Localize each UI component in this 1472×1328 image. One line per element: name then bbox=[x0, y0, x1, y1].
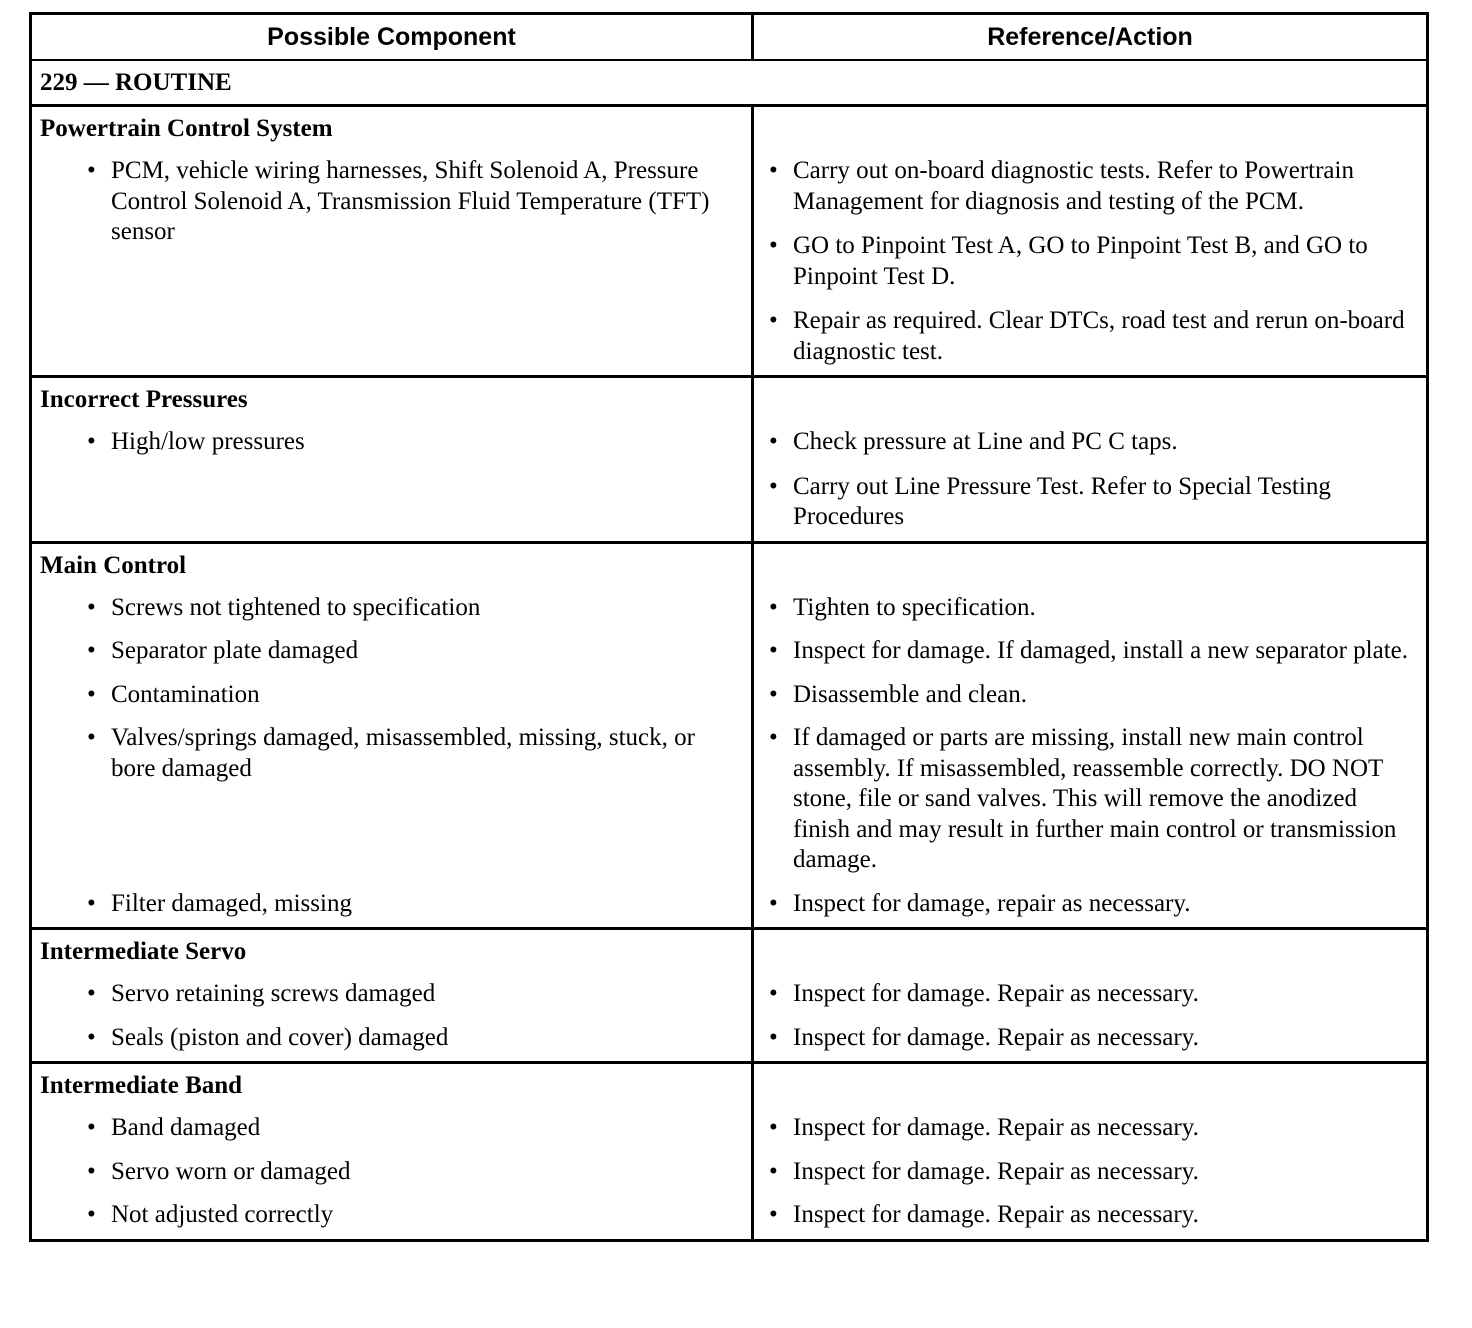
bullet-text: Screws not tightened to specification bbox=[111, 593, 481, 621]
component-item bbox=[32, 680, 751, 711]
bullet-text: Check pressure at Line and PC C taps. bbox=[793, 428, 1178, 455]
bullet-text: If damaged or parts are missing, install new main control assembly. If misassembled, reassemble correctly. DO NOT stone, file or sand valves. This will remove the anodized finish and may result in further main control or transmission damage. bbox=[793, 724, 1397, 873]
component-item bbox=[32, 156, 751, 248]
bullet-text: Disassemble and clean. bbox=[793, 680, 1027, 708]
table-row bbox=[32, 884, 1426, 928]
bullet-text: Repair as required. Clear DTCs, road test and rerun on-board diagnostic test. bbox=[793, 307, 1405, 365]
component-item bbox=[32, 1113, 751, 1144]
bullet-dot: • bbox=[769, 1201, 778, 1228]
table-row bbox=[32, 151, 1426, 375]
row-action bbox=[754, 974, 1426, 1018]
bullet-dot: • bbox=[769, 1157, 778, 1185]
component-item bbox=[32, 1023, 751, 1054]
bullet-text: GO to Pinpoint Test A, GO to Pinpoint Test B, and GO to Pinpoint Test D. bbox=[793, 232, 1368, 290]
bullet-dot: • bbox=[769, 889, 778, 917]
action-item bbox=[754, 306, 1426, 367]
bullet-dot: • bbox=[87, 1157, 96, 1185]
section-content bbox=[32, 930, 1426, 1061]
bullet-dot: • bbox=[87, 637, 96, 664]
section-title: Incorrect Pressures bbox=[32, 378, 754, 422]
section-title-row bbox=[32, 1064, 1426, 1108]
bullet-dot: • bbox=[769, 232, 778, 259]
bullet-text: Carry out on-board diagnostic tests. Refer to Powertrain Management for diagnosis and testing of the PCM. bbox=[793, 157, 1354, 215]
section-title: Main Control bbox=[32, 544, 754, 588]
action-item bbox=[754, 1157, 1426, 1188]
bullet-dot: • bbox=[769, 980, 778, 1007]
component-item bbox=[32, 593, 751, 624]
routine-label: 229 — ROUTINE bbox=[32, 61, 1426, 107]
action-item bbox=[754, 680, 1426, 711]
action-item bbox=[754, 636, 1426, 667]
table-row bbox=[32, 588, 1426, 632]
bullet-dot: • bbox=[769, 637, 778, 664]
bullet-dot: • bbox=[87, 1201, 96, 1228]
component-item bbox=[32, 427, 751, 458]
bullet-text: PCM, vehicle wiring harnesses, Shift Solenoid A, Pressure Control Solenoid A, Transmission Fluid Temperature (TFT) sensor bbox=[111, 157, 710, 245]
section-title: Intermediate Servo bbox=[32, 930, 754, 974]
component-item bbox=[32, 636, 751, 667]
action-item bbox=[754, 723, 1426, 876]
section bbox=[32, 544, 1426, 931]
action-item bbox=[754, 889, 1426, 920]
component-item bbox=[32, 889, 751, 920]
action-item bbox=[754, 593, 1426, 624]
section bbox=[32, 378, 1426, 544]
bullet-dot: • bbox=[87, 980, 96, 1007]
table-row bbox=[32, 631, 1426, 675]
row-component bbox=[32, 151, 754, 375]
table-row bbox=[32, 422, 1426, 541]
bullet-text: Inspect for damage. If damaged, install a new separator plate. bbox=[793, 637, 1409, 664]
section-title-row bbox=[32, 930, 1426, 974]
action-item bbox=[754, 156, 1426, 217]
bullet-text: Inspect for damage. Repair as necessary. bbox=[793, 980, 1199, 1007]
bullet-dot: • bbox=[769, 1023, 778, 1051]
row-component bbox=[32, 1108, 754, 1152]
section-title-row bbox=[32, 378, 1426, 422]
row-action bbox=[754, 151, 1426, 375]
action-item bbox=[754, 231, 1426, 292]
section-title-row bbox=[32, 544, 1426, 588]
bullet-text: Separator plate damaged bbox=[111, 637, 359, 664]
action-item bbox=[754, 472, 1426, 533]
section-title-row bbox=[32, 107, 1426, 151]
bullet-text: Carry out Line Pressure Test. Refer to Special Testing Procedures bbox=[793, 472, 1331, 530]
bullet-text: Inspect for damage. Repair as necessary. bbox=[793, 1114, 1199, 1141]
section-title: Powertrain Control System bbox=[32, 107, 754, 151]
section-title: Intermediate Band bbox=[32, 1064, 754, 1108]
bullet-text: Inspect for damage. Repair as necessary. bbox=[793, 1157, 1199, 1185]
table-row bbox=[32, 1108, 1426, 1152]
header-possible-component: Possible Component bbox=[32, 15, 754, 59]
section bbox=[32, 930, 1426, 1064]
section bbox=[32, 1064, 1426, 1239]
component-item bbox=[32, 1157, 751, 1188]
row-action bbox=[754, 718, 1426, 884]
row-component bbox=[32, 1152, 754, 1196]
bullet-text: Filter damaged, missing bbox=[111, 889, 352, 917]
bullet-dot: • bbox=[87, 157, 96, 184]
bullet-dot: • bbox=[87, 680, 96, 708]
action-item bbox=[754, 1023, 1426, 1054]
bullet-dot: • bbox=[87, 1114, 96, 1141]
bullet-dot: • bbox=[769, 472, 778, 500]
row-component bbox=[32, 884, 754, 928]
row-component bbox=[32, 675, 754, 719]
bullet-text: Contamination bbox=[111, 680, 260, 708]
row-action bbox=[754, 588, 1426, 632]
row-action bbox=[754, 1108, 1426, 1152]
action-item bbox=[754, 979, 1426, 1010]
section-content bbox=[32, 1064, 1426, 1239]
bullet-text: High/low pressures bbox=[111, 428, 305, 455]
row-component bbox=[32, 974, 754, 1018]
component-item bbox=[32, 723, 751, 784]
bullet-dot: • bbox=[769, 157, 778, 184]
row-component bbox=[32, 588, 754, 632]
bullet-text: Inspect for damage. Repair as necessary. bbox=[793, 1023, 1199, 1051]
row-action bbox=[754, 1018, 1426, 1062]
bullet-dot: • bbox=[87, 593, 96, 621]
section-title-empty bbox=[754, 930, 1426, 974]
row-component bbox=[32, 422, 754, 541]
section-content bbox=[32, 107, 1426, 375]
bullet-text: Band damaged bbox=[111, 1114, 261, 1141]
bullet-text: Tighten to specification. bbox=[793, 593, 1036, 621]
bullet-text: Inspect for damage, repair as necessary. bbox=[793, 889, 1191, 917]
action-item bbox=[754, 1200, 1426, 1231]
table-body bbox=[32, 107, 1426, 1239]
bullet-dot: • bbox=[769, 680, 778, 708]
bullet-dot: • bbox=[769, 593, 778, 621]
section-title-empty bbox=[754, 1064, 1426, 1108]
section-title-empty bbox=[754, 107, 1426, 151]
diagnostic-table bbox=[29, 12, 1429, 1242]
section-title-empty bbox=[754, 378, 1426, 422]
row-component bbox=[32, 631, 754, 675]
component-item bbox=[32, 979, 751, 1010]
section bbox=[32, 107, 1426, 378]
action-item bbox=[754, 1113, 1426, 1144]
component-item bbox=[32, 1200, 751, 1231]
bullet-text: Seals (piston and cover) damaged bbox=[111, 1023, 449, 1051]
bullet-text: Valves/springs damaged, misassembled, missing, stuck, or bore damaged bbox=[111, 724, 695, 782]
table-header bbox=[32, 15, 1426, 61]
header-reference-action: Reference/Action bbox=[987, 22, 1193, 51]
bullet-dot: • bbox=[769, 307, 778, 334]
bullet-dot: • bbox=[87, 889, 96, 917]
bullet-dot: • bbox=[769, 1114, 778, 1141]
row-action bbox=[754, 884, 1426, 928]
table-row bbox=[32, 675, 1426, 719]
section-content bbox=[32, 378, 1426, 541]
table-row bbox=[32, 974, 1426, 1018]
section-title-empty bbox=[754, 544, 1426, 588]
bullet-text: Servo worn or damaged bbox=[111, 1157, 351, 1185]
row-action bbox=[754, 631, 1426, 675]
table-row bbox=[32, 1195, 1426, 1239]
bullet-dot: • bbox=[87, 724, 96, 751]
bullet-text: Inspect for damage. Repair as necessary. bbox=[793, 1201, 1199, 1228]
row-action bbox=[754, 1152, 1426, 1196]
action-item bbox=[754, 427, 1426, 458]
bullet-dot: • bbox=[769, 428, 778, 455]
table-row bbox=[32, 718, 1426, 884]
row-action bbox=[754, 675, 1426, 719]
bullet-dot: • bbox=[87, 428, 96, 455]
bullet-dot: • bbox=[87, 1023, 96, 1051]
section-content bbox=[32, 544, 1426, 928]
table-row bbox=[32, 1018, 1426, 1062]
row-action bbox=[754, 422, 1426, 541]
row-component bbox=[32, 1195, 754, 1239]
table-row bbox=[32, 1152, 1426, 1196]
bullet-text: Servo retaining screws damaged bbox=[111, 980, 436, 1007]
row-component bbox=[32, 1018, 754, 1062]
bullet-text: Not adjusted correctly bbox=[111, 1201, 334, 1228]
row-action bbox=[754, 1195, 1426, 1239]
row-component bbox=[32, 718, 754, 884]
bullet-dot: • bbox=[769, 724, 778, 751]
